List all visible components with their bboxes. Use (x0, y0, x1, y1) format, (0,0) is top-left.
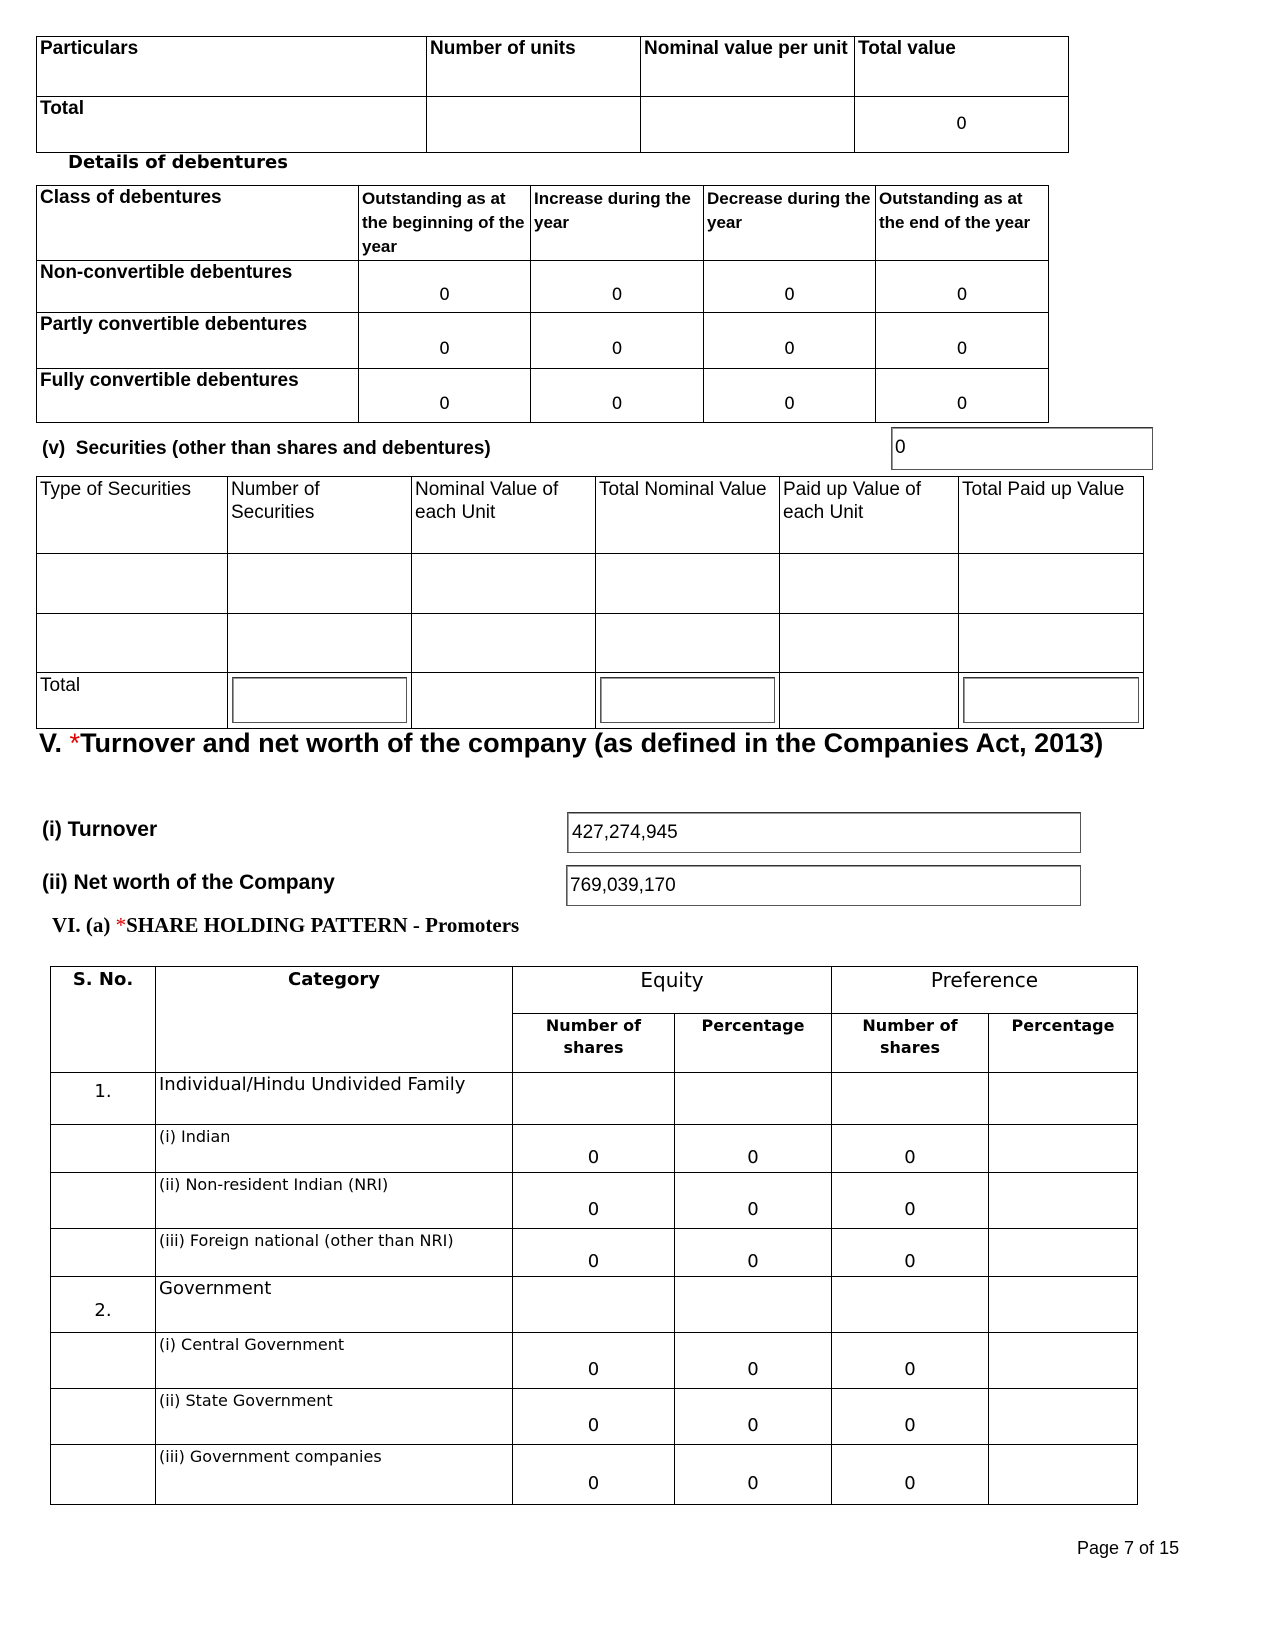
pref-pct-cell[interactable] (989, 1333, 1138, 1389)
table-row (51, 1333, 1138, 1389)
row-category: Individual/Hindu Undivided Family (156, 1073, 513, 1125)
empty-cell[interactable] (412, 614, 596, 673)
eq-shares-cell[interactable]: 0 (513, 1125, 675, 1173)
total-value[interactable]: 0 (855, 97, 1069, 153)
net-worth-value: 769,039,170 (570, 875, 676, 896)
pref-pct-cell[interactable] (989, 1445, 1138, 1505)
header-decrease: Decrease during the year (704, 186, 876, 261)
empty-cell[interactable] (780, 614, 959, 673)
total-row (37, 673, 1144, 729)
header-pref-shares: Number of shares (832, 1014, 989, 1073)
header-increase: Increase during the year (531, 186, 704, 261)
eq-pct-cell[interactable]: 0 (675, 1445, 832, 1505)
table-row (51, 1073, 1138, 1125)
row-label: Partly convertible debentures (37, 313, 359, 369)
value-cell[interactable]: 0 (876, 261, 1049, 313)
table-row (51, 1125, 1138, 1173)
pref-pct-cell[interactable] (989, 1173, 1138, 1229)
section-prefix: V. (39, 728, 70, 758)
pref-shares-cell[interactable]: 0 (832, 1389, 989, 1445)
turnover-field[interactable] (567, 812, 1081, 853)
row-sno (51, 1389, 156, 1445)
header-sno: S. No. (51, 967, 156, 1073)
section-title-text: SHARE HOLDING PATTERN - Promoters (126, 913, 520, 937)
eq-pct-cell[interactable]: 0 (675, 1229, 832, 1277)
total-label: Total (37, 673, 228, 729)
eq-shares-cell[interactable]: 0 (513, 1389, 675, 1445)
header-total-paid-up: Total Paid up Value (959, 477, 1144, 554)
row-label: Non-convertible debentures (37, 261, 359, 313)
shareholding-title (52, 913, 519, 938)
section-title-text: Turnover and net worth of the company (as defined in the Companies Act, 2013) (80, 728, 1104, 758)
empty-cell[interactable] (959, 554, 1144, 614)
units-table (36, 36, 1069, 153)
empty-cell[interactable] (412, 554, 596, 614)
pref-pct-cell[interactable] (989, 1229, 1138, 1277)
shareholding-table (50, 966, 1138, 1505)
value-cell[interactable]: 0 (876, 313, 1049, 369)
table-row (37, 614, 1144, 673)
value-cell[interactable]: 0 (704, 369, 876, 423)
value-cell[interactable]: 0 (359, 369, 531, 423)
total-label: Total (37, 97, 427, 153)
securities-count-field[interactable] (891, 427, 1153, 470)
row-category: (iii) Foreign national (other than NRI) (156, 1229, 513, 1277)
header-nominal-each: Nominal Value of each Unit (412, 477, 596, 554)
row-category: Government (156, 1277, 513, 1333)
empty-cell[interactable] (228, 614, 412, 673)
pref-pct-cell[interactable] (989, 1125, 1138, 1173)
turnover-value: 427,274,945 (572, 822, 678, 843)
row-category: (i) Indian (156, 1125, 513, 1173)
value-cell[interactable]: 0 (531, 369, 704, 423)
eq-pct-cell[interactable] (675, 1073, 832, 1125)
row-sno: 2. (51, 1277, 156, 1333)
header-total-nominal: Total Nominal Value (596, 477, 780, 554)
row-category: (ii) State Government (156, 1389, 513, 1445)
total-number-field[interactable] (232, 677, 407, 723)
value-cell[interactable]: 0 (876, 369, 1049, 423)
header-class: Class of debentures (37, 186, 359, 261)
table-row (51, 1173, 1138, 1229)
eq-shares-cell[interactable]: 0 (513, 1445, 675, 1505)
pref-shares-cell[interactable]: 0 (832, 1333, 989, 1389)
value-cell[interactable]: 0 (359, 261, 531, 313)
table-row (37, 261, 1049, 313)
total-paid-up-cell (959, 673, 1144, 729)
empty-cell (780, 673, 959, 729)
eq-shares-cell[interactable] (513, 1277, 675, 1333)
table-row (37, 313, 1049, 369)
required-mark: * (69, 728, 81, 758)
row-sno (51, 1173, 156, 1229)
eq-pct-cell[interactable]: 0 (675, 1125, 832, 1173)
row-sno (51, 1229, 156, 1277)
eq-pct-cell[interactable]: 0 (675, 1389, 832, 1445)
row-sno (51, 1125, 156, 1173)
header-number: Number of Securities (228, 477, 412, 554)
empty-cell[interactable] (37, 554, 228, 614)
empty-cell[interactable] (596, 554, 780, 614)
row-label: Fully convertible debentures (37, 369, 359, 423)
securities-table (36, 476, 1144, 729)
pref-pct-cell[interactable] (989, 1277, 1138, 1333)
header-equity-shares: Number of shares (513, 1014, 675, 1073)
table-row (51, 1389, 1138, 1445)
header-category: Category (156, 967, 513, 1073)
value-cell[interactable]: 0 (531, 313, 704, 369)
header-equity: Equity (513, 967, 832, 1014)
header-preference: Preference (832, 967, 1138, 1014)
net-worth-label: (ii) Net worth of the Company (42, 871, 335, 894)
eq-shares-cell[interactable]: 0 (513, 1229, 675, 1277)
row-category: (iii) Government companies (156, 1445, 513, 1505)
total-number-of-units[interactable] (427, 97, 641, 153)
empty-cell (412, 673, 596, 729)
row-category: (i) Central Government (156, 1333, 513, 1389)
eq-pct-cell[interactable]: 0 (675, 1333, 832, 1389)
pref-shares-cell[interactable]: 0 (832, 1125, 989, 1173)
header-type: Type of Securities (37, 477, 228, 554)
header-equity-pct: Percentage (675, 1014, 832, 1073)
pref-pct-cell[interactable] (989, 1073, 1138, 1125)
row-sno (51, 1445, 156, 1505)
total-nominal-value[interactable] (641, 97, 855, 153)
required-mark: * (115, 913, 127, 937)
header-paid-up-each: Paid up Value of each Unit (780, 477, 959, 554)
pref-shares-cell[interactable] (832, 1073, 989, 1125)
table-row (37, 369, 1049, 423)
eq-pct-cell[interactable] (675, 1277, 832, 1333)
pref-pct-cell[interactable] (989, 1389, 1138, 1445)
pref-shares-cell[interactable]: 0 (832, 1173, 989, 1229)
page-number: Page 7 of 15 (1077, 1538, 1180, 1558)
net-worth-field[interactable] (566, 865, 1081, 906)
empty-cell[interactable] (228, 554, 412, 614)
header-total-value: Total value (855, 37, 1069, 97)
turnover-section-title (39, 728, 1103, 759)
header-nominal-value: Nominal value per unit (641, 37, 855, 97)
table-row (51, 1229, 1138, 1277)
value-cell[interactable]: 0 (531, 261, 704, 313)
header-particulars: Particulars (37, 37, 427, 97)
table-row (51, 1277, 1138, 1333)
eq-shares-cell[interactable] (513, 1073, 675, 1125)
debentures-table (36, 185, 1049, 423)
empty-cell[interactable] (959, 614, 1144, 673)
header-outstanding-begin: Outstanding as at the beginning of the year (359, 186, 531, 261)
table-row (51, 1445, 1138, 1505)
header-pref-pct: Percentage (989, 1014, 1138, 1073)
row-sno: 1. (51, 1073, 156, 1125)
total-number-cell (228, 673, 412, 729)
total-nominal-field[interactable] (600, 677, 775, 723)
table-row (37, 554, 1144, 614)
value-cell[interactable]: 0 (704, 313, 876, 369)
row-category: (ii) Non-resident Indian (NRI) (156, 1173, 513, 1229)
header-outstanding-end: Outstanding as at the end of the year (876, 186, 1049, 261)
header-number-of-units: Number of units (427, 37, 641, 97)
pref-shares-cell[interactable]: 0 (832, 1445, 989, 1505)
pref-shares-cell[interactable]: 0 (832, 1229, 989, 1277)
pref-shares-cell[interactable] (832, 1277, 989, 1333)
section-prefix: VI. (a) (52, 913, 116, 937)
turnover-label: (i) Turnover (42, 818, 158, 841)
empty-cell[interactable] (37, 614, 228, 673)
total-paid-up-field[interactable] (963, 677, 1139, 723)
value-cell[interactable]: 0 (359, 313, 531, 369)
eq-shares-cell[interactable]: 0 (513, 1173, 675, 1229)
value-cell[interactable]: 0 (704, 261, 876, 313)
debentures-title: Details of debentures (68, 152, 288, 173)
eq-pct-cell[interactable]: 0 (675, 1173, 832, 1229)
empty-cell[interactable] (780, 554, 959, 614)
securities-title: (v) Securities (other than shares and debentures) (42, 438, 491, 459)
eq-shares-cell[interactable]: 0 (513, 1333, 675, 1389)
total-nominal-cell (596, 673, 780, 729)
securities-count-value: 0 (895, 437, 906, 458)
row-sno (51, 1333, 156, 1389)
empty-cell[interactable] (596, 614, 780, 673)
